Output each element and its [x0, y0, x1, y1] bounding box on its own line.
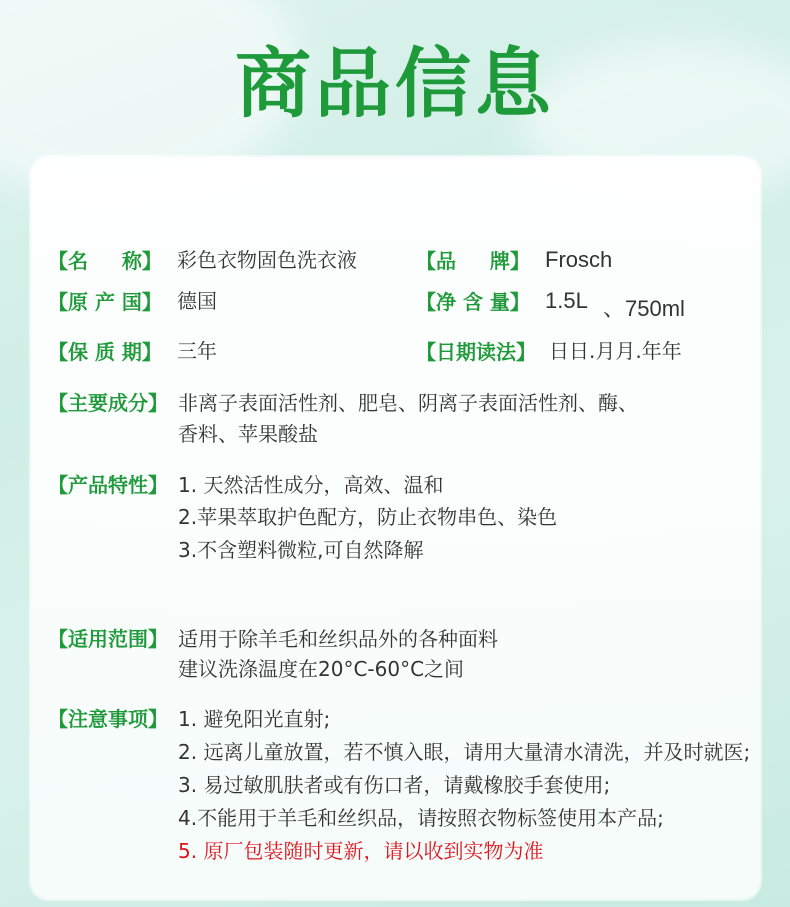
net-content-value-1: 1.5L — [545, 288, 588, 313]
ingredients-line: 香料、苹果酸盐 — [178, 422, 318, 446]
brand-label: 【品 牌】 — [416, 249, 530, 273]
brand-value: Frosch — [545, 247, 613, 272]
name-value: 彩色衣物固色洗衣液 — [177, 248, 357, 272]
origin-value: 德国 — [177, 289, 217, 313]
net-content-value-2: 、750ml — [603, 296, 685, 321]
notes-line: 3. 易过敏肌肤者或有伤口者，请戴橡胶手套使用; — [178, 773, 611, 797]
net-content-label: 【净 含 量】 — [416, 290, 530, 314]
page-title: 商品信息 — [235, 39, 555, 128]
notes-line: 2. 远离儿童放置，若不慎入眼，请用大量清水清洗，并及时就医; — [178, 740, 751, 764]
ingredients-line: 非离子表面活性剂、肥皂、阴离子表面活性剂、酶、 — [178, 391, 638, 415]
product-info-card — [31, 157, 760, 899]
name-label: 【名 称】 — [48, 249, 162, 273]
notes-label: 【注意事项】 — [48, 707, 168, 731]
scope-label: 【适用范围】 — [48, 627, 168, 651]
features-label: 【产品特性】 — [48, 473, 168, 497]
notes-line: 4.不能用于羊毛和丝织品，请按照衣物标签使用本产品; — [178, 806, 664, 830]
shelf-life-value: 三年 — [177, 339, 217, 363]
origin-label: 【原 产 国】 — [48, 290, 162, 314]
features-line: 3.不含塑料微粒,可自然降解 — [178, 538, 424, 562]
features-line: 2.苹果萃取护色配方，防止衣物串色、染色 — [178, 505, 558, 529]
shelf-life-label: 【保 质 期】 — [48, 340, 162, 364]
notes-warning-line: 5. 原厂包装随时更新，请以收到实物为准 — [178, 839, 544, 863]
notes-line: 1. 避免阳光直射; — [178, 707, 331, 731]
scope-line: 建议洗涤温度在20°C-60°C之间 — [178, 657, 465, 681]
ingredients-label: 【主要成分】 — [48, 391, 168, 415]
scope-line: 适用于除羊毛和丝织品外的各种面料 — [178, 627, 498, 651]
features-line: 1. 天然活性成分，高效、温和 — [178, 473, 444, 497]
date-format-value: 日日.月月.年年 — [549, 339, 682, 363]
date-format-label: 【日期读法】 — [416, 340, 536, 364]
